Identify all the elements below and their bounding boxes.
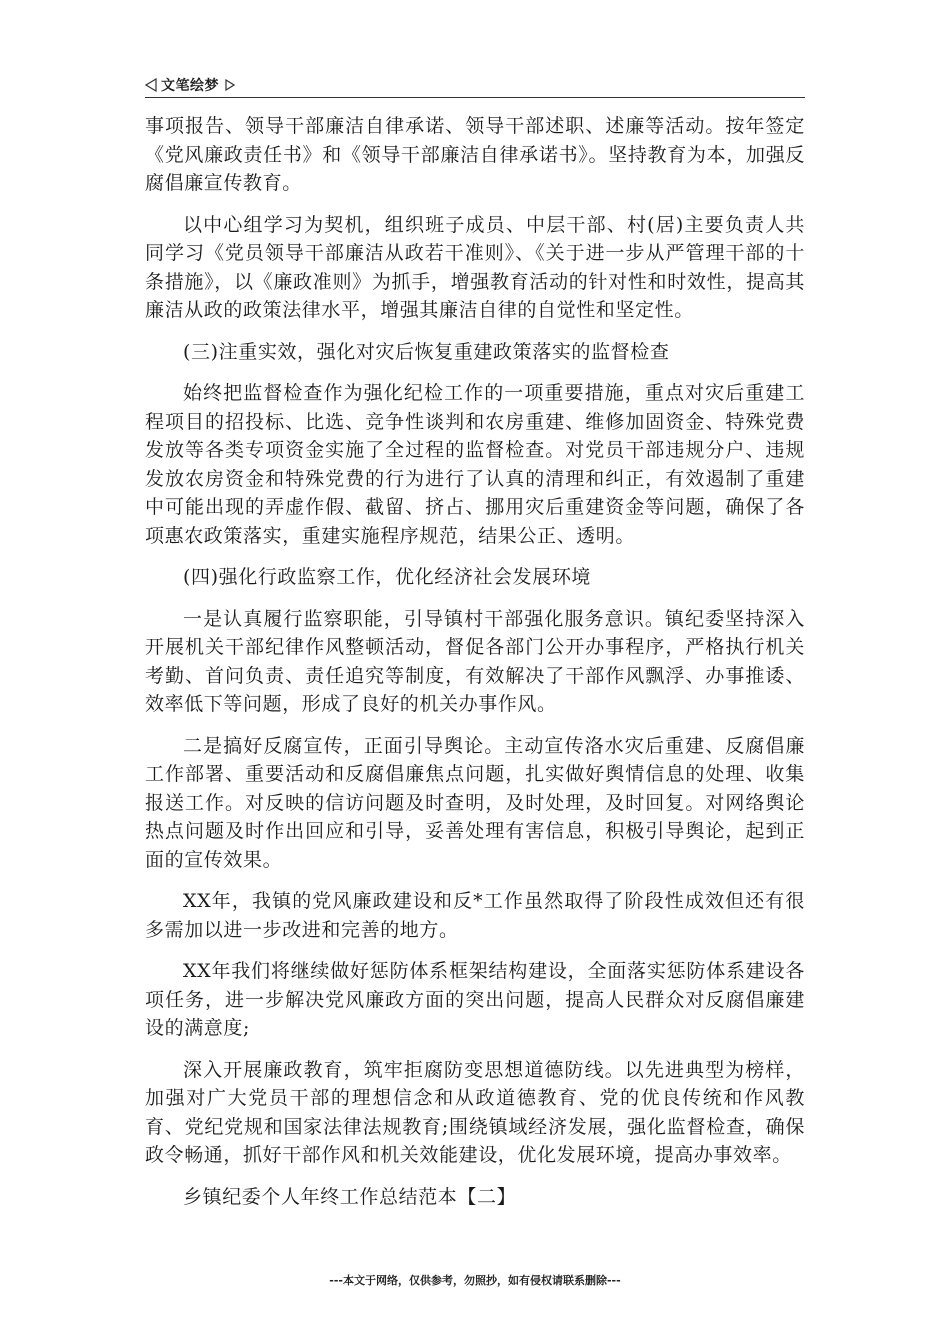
paragraph-continuation: 事项报告、领导干部廉洁自律承诺、领导干部述职、述廉等活动。按年签定《党风廉政责任书》和《领导干部廉洁自律承诺书》。坚持教育为本，加强反腐倡廉宣传教育。 (145, 115, 805, 194)
page-footer: ---本文于网络，仅供参考，勿照抄，如有侵权请联系删除--- (329, 1274, 621, 1287)
paragraph: 始终把监督检查作为强化纪检工作的一项重要措施，重点对灾后重建工程项目的招投标、比选、竞争性谈判和农房重建、维修加固资金、特殊党费发放等各类专项资金实施了全过程的监督检查。对党员干部违规分户、违规发放农房资金和特殊党费的行为进行了认真的清理和纠正，有效遏制了重建中可能出现的弄虚作假、截留、挤占、挪用灾后重建资金等问题，确保了各项惠农政策落实，重建实施程序规范，结果公正、透明。 (145, 382, 805, 547)
header-title: 文笔绘梦 (161, 78, 219, 94)
paragraph: 以中心组学习为契机，组织班子成员、中层干部、村(居)主要负责人共同学习《党员领导干部廉洁从政若干准则》、《关于进一步从严管理干部的十条措施》，以《廉政准则》为抓手，增强教育活动的针对性和时效性，提高其廉洁从政的政策法律水平，增强其廉洁自律的自觉性和坚定性。 (145, 213, 805, 321)
paragraph: XX年我们将继续做好惩防体系框架结构建设，全面落实惩防体系建设各项任务，进一步解决党风廉政方面的突出问题，提高人民群众对反腐倡廉建设的满意度; (145, 960, 805, 1039)
paragraph: 二是搞好反腐宣传，正面引导舆论。主动宣传洛水灾后重建、反腐倡廉工作部署、重要活动和反腐倡廉焦点问题，扎实做好舆情信息的处理、收集报送工作。对反映的信访问题及时查明，及时处理，及时回复。对网络舆论热点问题及时作出回应和引导，妥善处理有害信息，积极引导舆论，起到正面的宣传效果。 (145, 734, 805, 871)
paragraph: 深入开展廉政教育，筑牢拒腐防变思想道德防线。以先进典型为榜样，加强对广大党员干部的理想信念和从政道德教育、党的优良传统和作风教育、党纪党规和国家法律法规教育;围绕镇域经济发展，强化监督检查，确保政令畅通，抓好干部作风和机关效能建设，优化发展环境，提高办事效率。 (145, 1058, 805, 1166)
next-section-title: 乡镇纪委个人年终工作总结范本【二】 (183, 1185, 517, 1208)
triangle-left-icon (145, 78, 157, 92)
paragraph: XX年，我镇的党风廉政建设和反*工作虽然取得了阶段性成效但还有很多需加以进一步改进和完善的地方。 (145, 890, 805, 941)
paragraph: 一是认真履行监察职能，引导镇村干部强化服务意识。镇纪委坚持深入开展机关干部纪律作风整顿活动，督促各部门公开办事程序，严格执行机关考勤、首问负责、责任追究等制度，有效解决了干部作风飘浮、办事推诿、效率低下等问题，形成了良好的机关办事作风。 (145, 607, 805, 715)
triangle-right-icon (225, 79, 235, 91)
header-divider (145, 97, 805, 98)
page-header (145, 74, 805, 96)
section-heading-3: (三)注重实效，强化对灾后恢复重建政策落实的监督检查 (183, 340, 670, 363)
document-body (145, 112, 805, 1211)
section-heading-4: (四)强化行政监察工作，优化经济社会发展环境 (183, 566, 592, 588)
